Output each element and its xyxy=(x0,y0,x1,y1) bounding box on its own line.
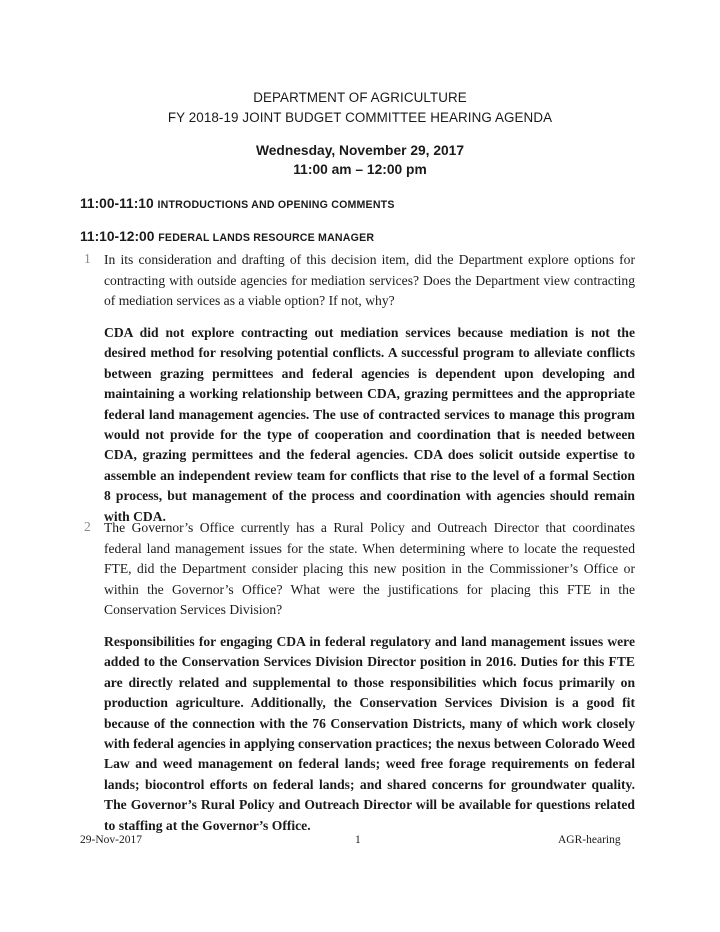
question-text: The Governor’s Office currently has a Rural Policy and Outreach Director that coordinates federal land management issues for the state. When determining where to locate the requested FTE, did the Department consider placing this new position in the Commissioner’s Office or within the Governor’s Office? What were the justifications for placing this FTE in the Conservation Services Division? xyxy=(104,520,635,617)
section-time: 11:00-11:10 xyxy=(80,196,154,211)
department-title: DEPARTMENT OF AGRICULTURE xyxy=(253,90,467,105)
section-title: INTRODUCTIONS AND OPENING COMMENTS xyxy=(157,199,395,211)
question-number: 2 xyxy=(84,519,91,534)
answer-text: CDA did not explore contracting out mediation services because mediation is not the desired method for resolving potential conflicts. A successful program to alleviate conflicts between grazing permittees and federal agencies is dependent upon developing and maintaining a working relationship between CDA, grazing permittees and the appropriate federal land management agencies. The use of contracted services to manage this program would not provide for the type of cooperation and coordination that is needed between CDA, grazing permittees and the federal agencies. CDA does solicit outside expertise to assemble an independent review team for conflicts that rise to the level of a formal Section 8 process, but management of the process and coordination with agencies should remain with CDA. xyxy=(104,325,635,524)
question-number: 1 xyxy=(84,251,91,266)
agenda-title: FY 2018-19 JOINT BUDGET COMMITTEE HEARING AGENDA xyxy=(167,110,553,125)
page-number: 1 xyxy=(355,834,361,846)
question-text: In its consideration and drafting of this decision item, did the Department explore options for contracting with outside agencies for mediation services? Does the Department view contracting of mediation services as a viable option? If not, why? xyxy=(104,252,635,308)
section-time: 11:10-12:00 xyxy=(80,229,155,244)
section-title: FEDERAL LANDS RESOURCE MANAGER xyxy=(158,232,375,244)
hearing-date: Wednesday, November 29, 2017 xyxy=(255,143,465,158)
answer-text: Responsibilities for engaging CDA in federal regulatory and land management issues were added to the Conservation Services Division Director position in 2016. Duties for this FTE are directly related and supplemental to those responsibilities which focus primarily on production agriculture. Additionally, the Conservation Services Division is a good fit because of the connection with the 76 Conservation Districts, many of which work closely with federal agencies in applying conservation practices; the nexus between Colorado Weed Law and weed management on federal lands; weed free forage requirements on federal lands; biocontrol efforts on federal lands; and shared concerns for groundwater quality. The Governor’s Rural Policy and Outreach Director will be available for questions related to staffing at the Governor’s Office. xyxy=(104,634,635,833)
footer-date: 29-Nov-2017 xyxy=(80,834,142,846)
footer-doc-name: AGR-hearing xyxy=(558,834,621,846)
section-introductions xyxy=(80,196,395,211)
section-federal-lands xyxy=(80,229,374,244)
hearing-time: 11:00 am – 12:00 pm xyxy=(293,162,427,177)
